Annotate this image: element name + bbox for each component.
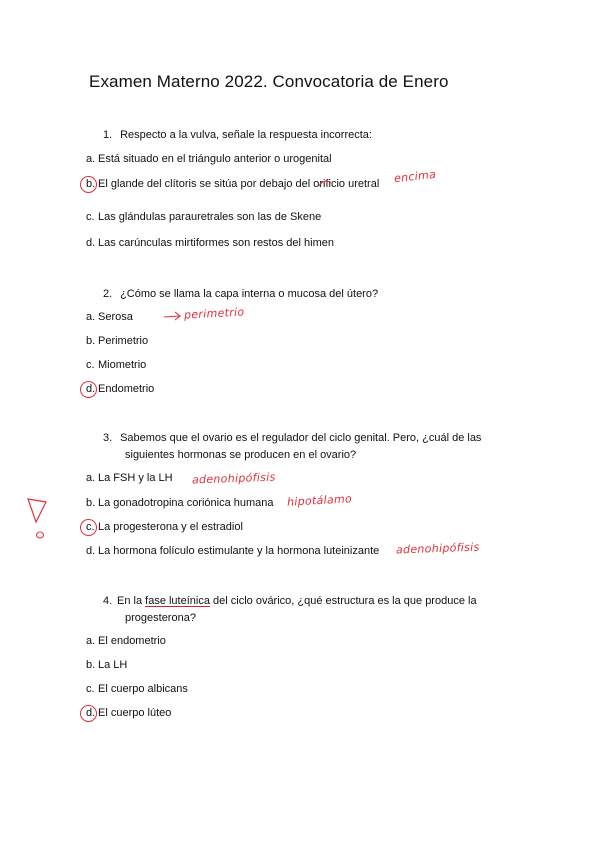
option-text: Perimetrio [98,335,149,347]
option-3a [86,472,173,484]
option-letter: d. [86,237,96,249]
option-letter: a. [86,635,96,647]
option-4d [86,707,171,719]
handwritten-note-q3b: hipotálamo [286,492,353,509]
option-text: El cuerpo lúteo [98,707,172,719]
option-letter: a. [86,311,96,323]
option-text: La LH [98,659,128,671]
option-4b [86,659,127,671]
option-1c [86,211,321,223]
answer-circle-2d [80,381,97,398]
option-text: El endometrio [98,635,166,647]
option-text: El glande del clítoris se sitúa por debajo del orificio uretral [98,178,380,190]
option-letter: d. [86,545,96,557]
question-2 [103,286,378,303]
handwritten-note-q1b: encima [393,167,437,186]
question-text-post: del ciclo ovárico, ¿qué estructura es la que produce la [209,595,477,607]
option-2b [86,335,148,347]
option-text: Endometrio [98,383,155,395]
option-2c [86,359,146,371]
question-4 [103,593,477,627]
option-text: La gonadotropina coriónica humana [98,497,274,509]
option-letter: c. [86,683,95,695]
option-text: Las carúnculas mirtiformes son restos del himen [98,237,334,249]
option-letter: b. [86,497,96,509]
question-text: Sabemos que el ovario es el regulador del ciclo genital. Pero, ¿cuál de las [120,432,482,444]
option-text: Miometrio [98,359,147,371]
option-text: La FSH y la LH [98,472,173,484]
option-text: Serosa [98,311,133,323]
option-4a [86,635,166,647]
option-text: La hormona folículo estimulante y la hormona luteinizante [98,545,380,557]
answer-circle-4d [80,705,97,722]
option-3d [86,545,379,557]
page-title: Examen Materno 2022. Convocatoria de Enero [89,72,449,91]
option-letter: b. [86,335,96,347]
option-letter: d. [86,707,96,719]
option-letter: c. [86,359,95,371]
option-3c [86,521,243,533]
question-1 [103,127,372,144]
option-text: Está situado en el triángulo anterior o urogenital [98,153,332,165]
question-text: ¿Cómo se llama la capa interna o mucosa del útero? [120,288,379,300]
option-letter: b. [86,659,96,671]
question-text-pre: En la [117,595,146,607]
option-2a [86,311,133,323]
question-text-continued: siguientes hormonas se producen en el ovario? [125,449,357,461]
question-text: Respecto a la vulva, señale la respuesta incorrecta: [120,129,372,141]
handwritten-note-q3a: adenohipófisis [191,470,276,487]
question-number: 1. [103,129,113,141]
option-1d [86,237,334,249]
underlined-phrase: fase luteínica [145,595,210,607]
option-letter: b. [86,178,96,190]
option-4c [86,683,188,695]
circle-dot-icon [37,532,44,538]
option-letter: c. [86,211,95,223]
triangle-icon [28,499,46,522]
option-letter: c. [86,521,95,533]
question-number: 4. [103,595,113,607]
option-text: Las glándulas parauretrales son las de Skene [98,211,322,223]
answer-circle-1b [80,176,97,193]
question-text-continued: progesterona? [125,612,196,624]
option-1a [86,153,332,165]
question-3 [103,430,481,464]
option-text: El cuerpo albicans [98,683,188,695]
handwritten-note-q2a: perimetrio [183,305,245,322]
option-1b [86,178,379,190]
option-letter: a. [86,153,96,165]
question-number: 3. [103,432,113,444]
arrow-icon [164,312,180,320]
handwritten-note-q3d: adenohipófisis [395,540,480,557]
option-letter: a. [86,472,96,484]
option-text: La progesterona y el estradiol [98,521,243,533]
answer-circle-3c [80,519,97,536]
option-3b [86,497,274,509]
option-letter: d. [86,383,96,395]
question-number: 2. [103,288,113,300]
